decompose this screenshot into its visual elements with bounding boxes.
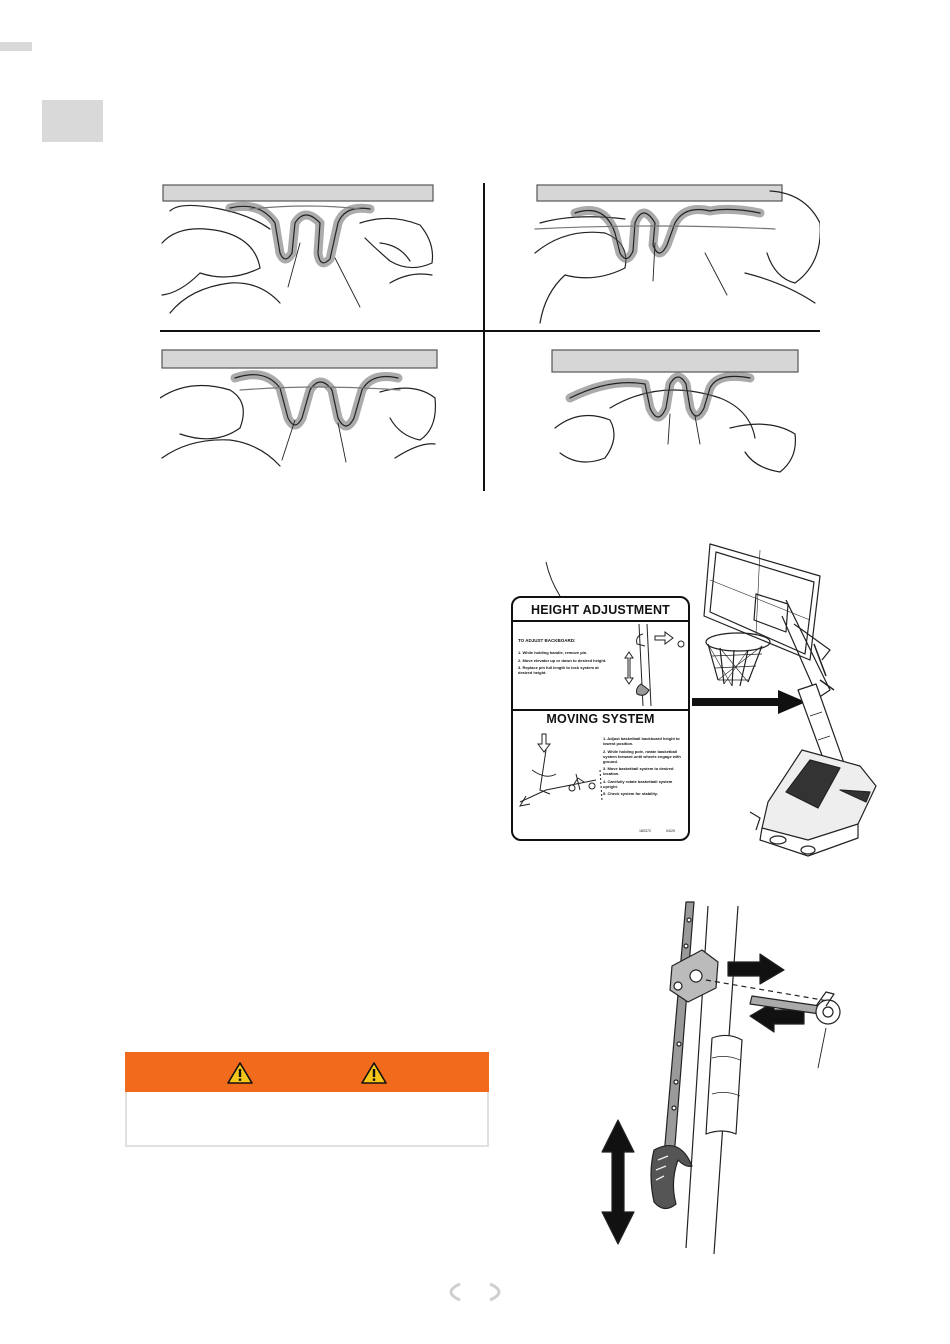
height-adjustment-detail	[590, 898, 880, 1258]
moving-system-diagram	[516, 730, 606, 820]
height-adjustment-steps	[518, 650, 608, 678]
warning-triangle-icon	[361, 1061, 387, 1085]
height-adjustment-decal	[511, 596, 690, 841]
decal-callout-line	[540, 560, 580, 600]
moving-system-step: 5. Check system for stability.	[603, 791, 658, 796]
moving-system-step: 2. While holding pole, rotate basketball system forward until wheels engage with ground.	[603, 748, 681, 764]
height-adjustment-diagram	[621, 622, 687, 706]
net-attachment-illustrations	[160, 183, 820, 491]
height-adjustment-subtitle: TO ADJUST BACKBOARD:	[518, 638, 576, 643]
height-adjustment-step: 1. While holding handle, remove pin.	[518, 650, 588, 655]
warning-triangle-icon	[227, 1061, 253, 1085]
panel-divider-vertical	[483, 183, 485, 491]
height-adjustment-step: 2. Move elevator up or down to desired height.	[518, 657, 607, 663]
net-step-3-illustration	[160, 350, 437, 466]
moving-system-step: 1. Adjust basketball backboard height to lowest position.	[603, 736, 680, 746]
decal-part-number: 180372	[639, 829, 651, 833]
step-number-box	[42, 100, 103, 142]
moving-system-steps	[603, 736, 687, 799]
decal-date-code: 04/20	[666, 829, 675, 833]
height-adjustment-title: HEIGHT ADJUSTMENT	[530, 603, 671, 617]
moving-system-step: 4. Carefully rotate basketball system upright.	[603, 778, 673, 789]
net-step-1-illustration	[162, 185, 433, 313]
basketball-system-illustration	[690, 540, 900, 865]
warning-body	[125, 1092, 489, 1147]
net-step-2-illustration	[535, 185, 820, 323]
page-edge-tab	[0, 42, 32, 51]
moving-system-step: 3. Move basketball system to desired location.	[603, 766, 674, 776]
net-step-4-illustration	[552, 350, 798, 472]
decal-section-rule	[513, 709, 688, 711]
moving-system-title: MOVING SYSTEM	[546, 712, 655, 726]
warning-header	[125, 1052, 489, 1092]
page-number-ornament	[440, 1280, 510, 1304]
panel-divider-horizontal	[160, 330, 820, 332]
height-adjustment-step: 3. Replace pin full length to lock system at desired height.	[518, 665, 599, 675]
